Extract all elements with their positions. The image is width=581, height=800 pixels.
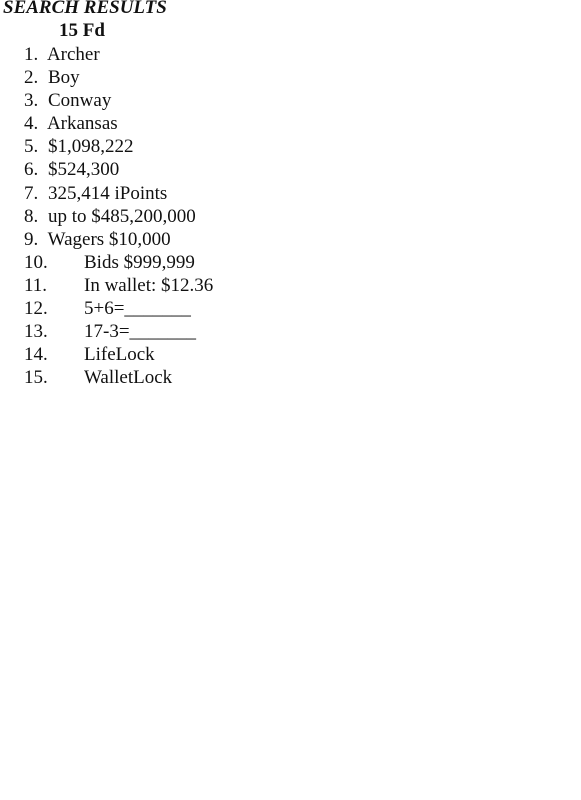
- item-text: 325,414 iPoints: [48, 182, 168, 204]
- list-item: [24, 112, 213, 135]
- page-title: SEARCH RESULTS: [3, 0, 167, 18]
- item-number: 7.: [24, 182, 39, 204]
- list-item: [24, 320, 213, 343]
- list-item: [24, 89, 213, 112]
- item-text: LifeLock: [84, 344, 155, 366]
- list-item: [24, 297, 213, 320]
- item-number: 1.: [24, 44, 39, 65]
- item-text: Conway: [48, 90, 112, 112]
- item-number: 15.: [24, 367, 48, 389]
- item-text: 5+6=_______: [84, 298, 191, 320]
- item-text: WalletLock: [84, 367, 173, 389]
- list-item: [24, 274, 213, 297]
- item-text: In wallet: $12.36: [84, 274, 214, 296]
- list-item: [24, 228, 213, 251]
- item-number: 13.: [24, 321, 48, 343]
- item-number: 4.: [24, 113, 39, 135]
- page-subtitle: 15 Fd: [59, 20, 105, 41]
- item-number: 2.: [24, 67, 39, 89]
- item-number: 12.: [24, 298, 48, 320]
- item-text: Bids $999,999: [84, 251, 195, 273]
- list-item: [24, 205, 213, 228]
- item-number: 6.: [24, 159, 39, 181]
- item-text: up to $485,200,000: [48, 205, 196, 227]
- item-number: 5.: [24, 136, 39, 158]
- list-item: [24, 366, 213, 389]
- item-text: 17-3=_______: [84, 321, 197, 343]
- item-text: $1,098,222: [48, 136, 134, 158]
- list-item: [24, 251, 213, 274]
- item-text: $524,300: [48, 159, 120, 181]
- list-item: [24, 43, 213, 66]
- list-item: [24, 158, 213, 181]
- item-number: 8.: [24, 205, 39, 227]
- item-number: 14.: [24, 344, 48, 366]
- item-text: Boy: [48, 67, 80, 89]
- item-number: 11.: [24, 274, 48, 296]
- item-number: 9.: [24, 228, 39, 250]
- list-item: [24, 66, 213, 89]
- item-text: Arkansas: [46, 113, 118, 135]
- item-text: Wagers $10,000: [47, 228, 171, 250]
- item-number: 3.: [24, 90, 39, 112]
- list-item: [24, 343, 213, 366]
- item-text: Archer: [46, 44, 100, 65]
- list-item: [24, 135, 213, 158]
- list-item: [24, 182, 213, 205]
- item-number: 10.: [24, 251, 48, 273]
- results-list: [24, 43, 213, 389]
